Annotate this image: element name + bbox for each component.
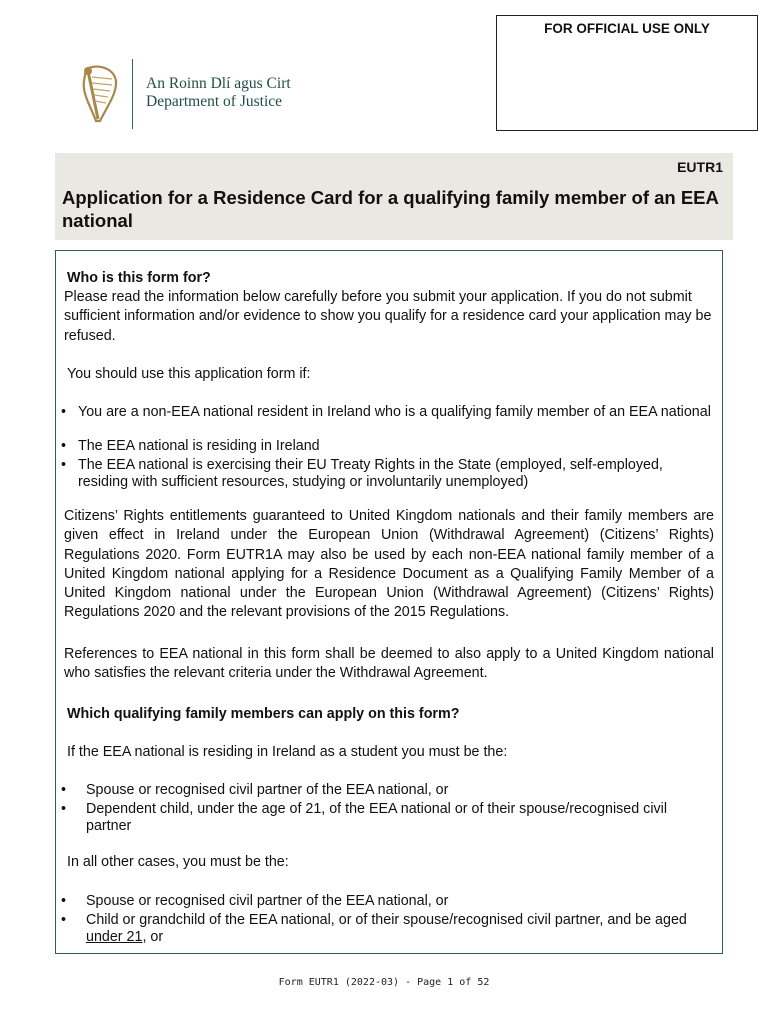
other-item-suffix: , or xyxy=(142,928,164,945)
form-code: EUTR1 xyxy=(677,159,723,175)
bullet-icon: • xyxy=(61,457,67,473)
other-item xyxy=(61,912,711,945)
list-item xyxy=(61,893,711,910)
other-intro: In all other cases, you must be the: xyxy=(67,854,289,870)
other-item-text: Child or grandchild of the EEA national, or of their spouse/recognised civil partner, and be aged xyxy=(86,912,687,928)
uk-paragraph: Citizens’ Rights entitlements guaranteed to United Kingdom nationals and their family members are given effect in Ireland under the European Union (Withdrawal Agreement) (Citizens’ Rights) Regulations 2020. Form EUTR1A may also be used by each non-EEA national family member of a United Kingdom national applying for a Residence Document as a Qualifying Family Member of a United Kingdom national under the European Union (Withdrawal Agreement) (Citizens’ Rights) Regulations 2020 and the relevant provisions of the 2015 Regulations. xyxy=(64,508,714,621)
title-band xyxy=(55,153,733,240)
bullet-icon: • xyxy=(61,782,67,798)
official-use-label: FOR OFFICIAL USE ONLY xyxy=(544,21,710,36)
list-item xyxy=(61,801,711,834)
condition-text: The EEA national is exercising their EU Treaty Rights in the State (employed, self-employed, residing with sufficient resources, studying or involuntarily unemployed) xyxy=(78,457,663,490)
age-limit: under 21 xyxy=(86,928,143,945)
student-item: Spouse or recognised civil partner of the EEA national, or xyxy=(86,782,449,798)
official-use-box xyxy=(496,15,758,131)
student-item: Dependent child, under the age of 21, of the EEA national or of their spouse/recognised civil partner xyxy=(86,801,667,834)
department-name xyxy=(146,75,291,111)
bullet-icon: • xyxy=(61,801,67,817)
department-name-english: Department of Justice xyxy=(146,93,283,110)
student-intro: If the EEA national is residing in Ireland as a student you must be the: xyxy=(67,744,508,760)
other-item: Spouse or recognised civil partner of the EEA national, or xyxy=(86,893,449,909)
list-item xyxy=(61,912,711,945)
bullet-icon: • xyxy=(61,893,67,909)
list-item xyxy=(61,457,716,490)
use-if-text: You should use this application form if: xyxy=(67,366,311,382)
condition-text: You are a non-EEA national resident in Ireland who is a qualifying family member of an EEA national xyxy=(78,404,711,420)
who-heading: Who is this form for? xyxy=(67,270,211,286)
who-intro: Please read the information below carefully before you submit your application. If you do not submit sufficient information and/or evidence to show you qualify for a residence card your application may be refused. xyxy=(64,289,712,344)
bullet-icon: • xyxy=(61,438,67,454)
list-item xyxy=(61,438,716,455)
list-item xyxy=(61,404,716,421)
department-logo xyxy=(60,45,310,140)
logo-divider xyxy=(132,59,133,129)
harp-icon xyxy=(78,63,120,125)
bullet-icon: • xyxy=(61,404,67,420)
list-item xyxy=(61,782,711,799)
bullet-icon: • xyxy=(61,912,67,928)
department-name-irish: An Roinn Dlí agus Cirt xyxy=(146,75,291,92)
references-paragraph: References to EEA national in this form shall be deemed to also apply to a United Kingdom national who satisfies the relevant criteria under the Withdrawal Agreement. xyxy=(64,646,714,682)
content-box xyxy=(55,250,723,954)
form-title: Application for a Residence Card for a qualifying family member of an EEA national xyxy=(62,187,719,231)
which-heading: Which qualifying family members can apply on this form? xyxy=(67,706,460,722)
page-footer: Form EUTR1 (2022-03) - Page 1 of 52 xyxy=(278,977,490,988)
condition-text: The EEA national is residing in Ireland xyxy=(78,438,320,454)
